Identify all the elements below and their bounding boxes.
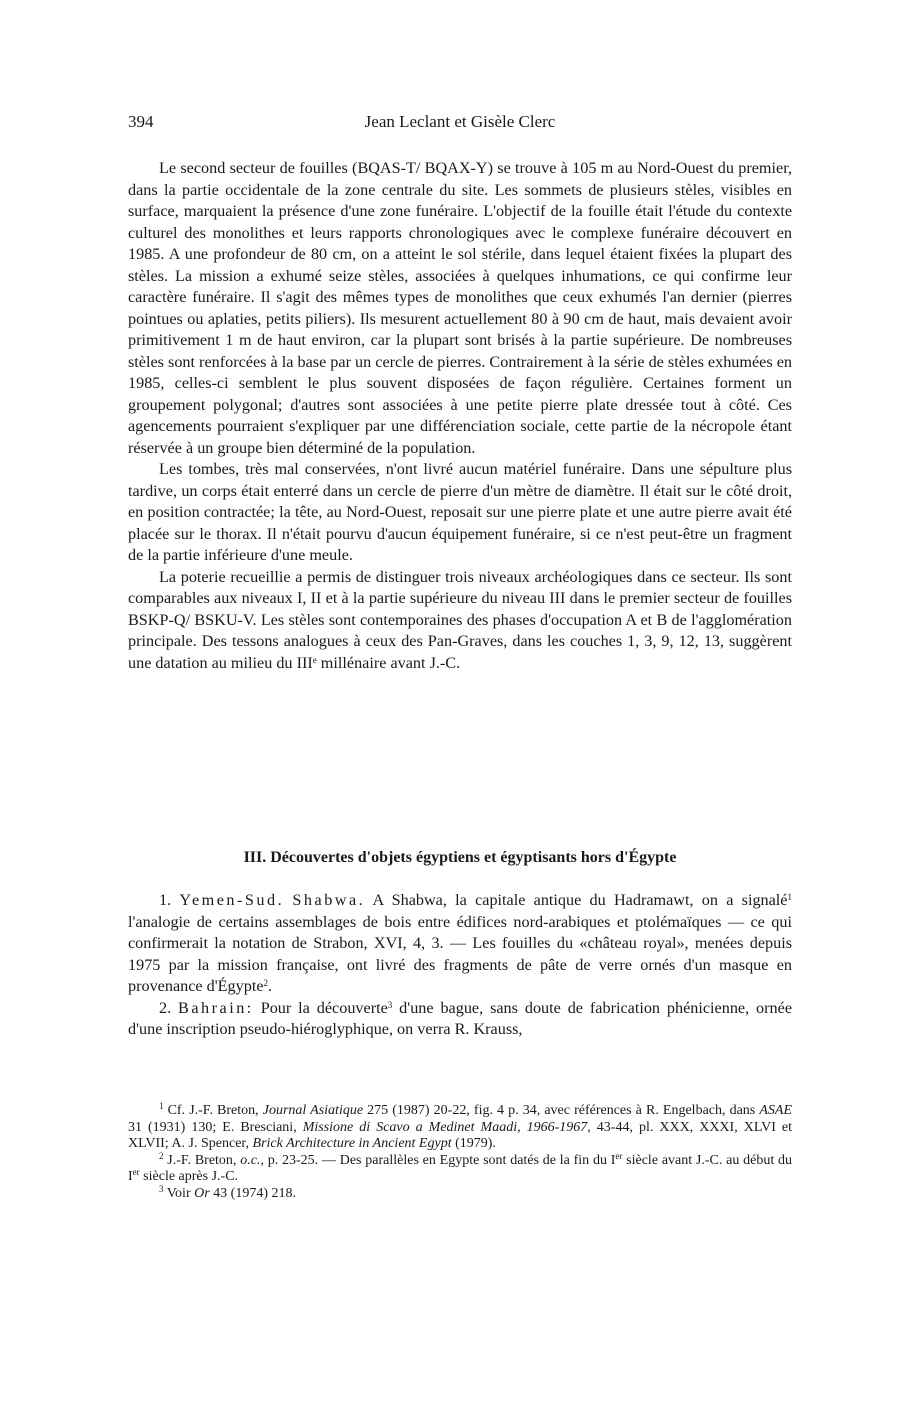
item-text: . xyxy=(268,977,273,995)
pottery-text: La poterie recueillie a permis de distinguer trois niveaux archéologiques dans ce secteur. Ils sont comparables aux niveaux I, II et à la partie supérieure du niveau III dans le premier secteur de fouilles BSKP-Q/ BSKU-V. Les stèles sont contemporaines des phases d'occupation A et B de l'agglomération principale. Des tessons analogues à ceux des Pan-Graves, dans les couches 1, 3, 9, 12, 13, suggèrent une datation au milieu du III xyxy=(128,567,792,672)
footnote-text: siècle après J.-C. xyxy=(139,1169,239,1184)
footnote-2 xyxy=(128,1150,793,1186)
site-name: Shabwa. xyxy=(292,891,366,909)
item-text: A Shabwa, la capitale antique du Hadramawt, on a signalé xyxy=(365,891,788,909)
footnote-text: , p. 23-25. — Des parallèles en Egypte sont datés de la fin du I xyxy=(260,1152,616,1168)
pottery-text-end: millénaire avant J.-C. xyxy=(316,653,461,672)
citation-title: Missione di Scavo a Medinet Maadi, 1966-1967 xyxy=(302,1119,588,1135)
citation-title: Brick Architecture in Ancient Egypt xyxy=(252,1136,452,1151)
footnote-ref[interactable]: 3 xyxy=(387,999,393,1010)
paragraph-second-sector: Le second secteur de fouilles (BQAS-T/ BQAX-Y) se trouve à 105 m au Nord-Ouest du premier, dans la partie occidentale de la zone centrale du site. Les sommets de plusieurs stèles, visibles en surface, marquaient la présence d'une zone funéraire. L'objectif de la fouille était l'étude du contexte culturel des monolithes et leurs rapports chronologiques avec le complexe funéraire découvert en 1985. A une profondeur de 80 cm, on a atteint le sol stérile, dans lequel étaient fixées la plupart des stèles. La mission a exhumé seize stèles, associées à quelques inhumations, ce qui confirme leur caractère funéraire. Il s'agit des mêmes types de monolithes que ceux exhumés l'an dernier (pierres pointues ou aplaties, petits piliers). Ils mesurent actuellement 80 à 90 cm de haut, mais devaient avoir primitivement 1 m de haut environ, car la plupart sont brisés à la partie supérieure. De nombreuses stèles sont renforcées à la base par un cercle de pierres. Contrairement à la série de stèles exhumées en 1985, celles-ci semblent le plus souvent disposées de façon régulière. Certaines forment un groupement polygonal; d'autres sont associées à une petite pierre plate dressée tout à côté. Ces agencements pourraient s'expliquer par une différenciation sociale, cette partie de la nécropole étant réservée à un groupe bien déterminé de la population. xyxy=(128,159,792,457)
superscript: e xyxy=(312,654,317,665)
footnote-number: 2 xyxy=(159,1150,164,1161)
item-number: 1. xyxy=(159,891,180,909)
page-number: 394 xyxy=(128,112,154,131)
place-name: Yemen-Sud. xyxy=(179,891,285,909)
item-text: Pour la découverte xyxy=(253,998,388,1017)
footnote-1 xyxy=(128,1103,792,1153)
footnote-text: 43 (1974) 218. xyxy=(209,1185,296,1201)
footnote-text: 31 (1931) 130; E. Bresciani, xyxy=(128,1119,303,1135)
item-bahrain xyxy=(128,998,792,1041)
footnote-text: J.-F. Breton, xyxy=(163,1152,241,1168)
citation-title: ASAE xyxy=(759,1103,792,1118)
place-name: Bahrain: xyxy=(178,998,254,1017)
item-text: d'une bague, sans doute de fabrication phénicienne, ornée d'une inscription pseudo-hiéroglyphique, on verra R. Krauss, xyxy=(128,998,793,1038)
footnote-text: Voir xyxy=(163,1185,195,1201)
footnotes xyxy=(128,1103,792,1202)
superscript: er xyxy=(615,1150,623,1161)
footnote-text: (1979). xyxy=(451,1136,496,1151)
superscript: er xyxy=(132,1167,140,1177)
footnote-3 xyxy=(128,1183,792,1203)
footnote-number: 1 xyxy=(159,1101,164,1111)
item-number: 2. xyxy=(159,998,179,1017)
footnote-text: Cf. J.-F. Breton, xyxy=(163,1103,263,1118)
body-block-discoveries xyxy=(128,890,792,1041)
item-text: l'analogie de certains assemblages de bois entre édifices nord-arabiques et ptolémaïques — ce qui confirmerait la notation de Strabon, XVI, 4, 3. — Les fouilles du «château royal», menées depuis 1975 par la mission française, ont livré des fragments de pâte de verre ornés d'un masque en provenance d'Égypte xyxy=(128,912,792,995)
item-yemen xyxy=(128,890,792,998)
footnote-number: 3 xyxy=(159,1183,164,1194)
footnote-ref[interactable]: 1 xyxy=(787,892,792,902)
page-header xyxy=(128,112,792,138)
citation-title: o.c. xyxy=(240,1152,261,1168)
paragraph-pottery xyxy=(128,567,792,675)
section-heading: III. Découvertes d'objets égyptiens et égyptisants hors d'Égypte xyxy=(243,849,677,866)
footnote-text: 275 (1987) 20-22, fig. 4 p. 34, avec références à R. Engelbach, dans xyxy=(363,1103,760,1118)
paragraph-tombs: Les tombes, très mal conservées, n'ont livré aucun matériel funéraire. Dans une sépulture plus tardive, un corps était enterré dans un cercle de pierre d'un mètre de diamètre. Il était sur le côté droit, en position contractée; la tête, au Nord-Ouest, reposait sur une pierre plate et une autre pierre avait été placée sur le thorax. Il n'était pourvu d'aucun équipement funéraire, si ce n'est peut-être un fragment de la partie inférieure d'une meule. xyxy=(128,460,792,564)
footnote-ref[interactable]: 2 xyxy=(263,978,269,988)
citation-title: Journal Asiatique xyxy=(262,1103,364,1118)
citation-title: Or xyxy=(194,1185,210,1201)
running-head: Jean Leclant et Gisèle Clerc xyxy=(364,112,556,131)
footnote-text: , 43-44, pl. XXX, XXXI, XLVI et XLVII; A. J. Spencer, xyxy=(128,1119,792,1151)
body-block-excavation xyxy=(128,158,792,674)
footnote-text: siècle avant J.-C. au début du I xyxy=(128,1152,793,1184)
